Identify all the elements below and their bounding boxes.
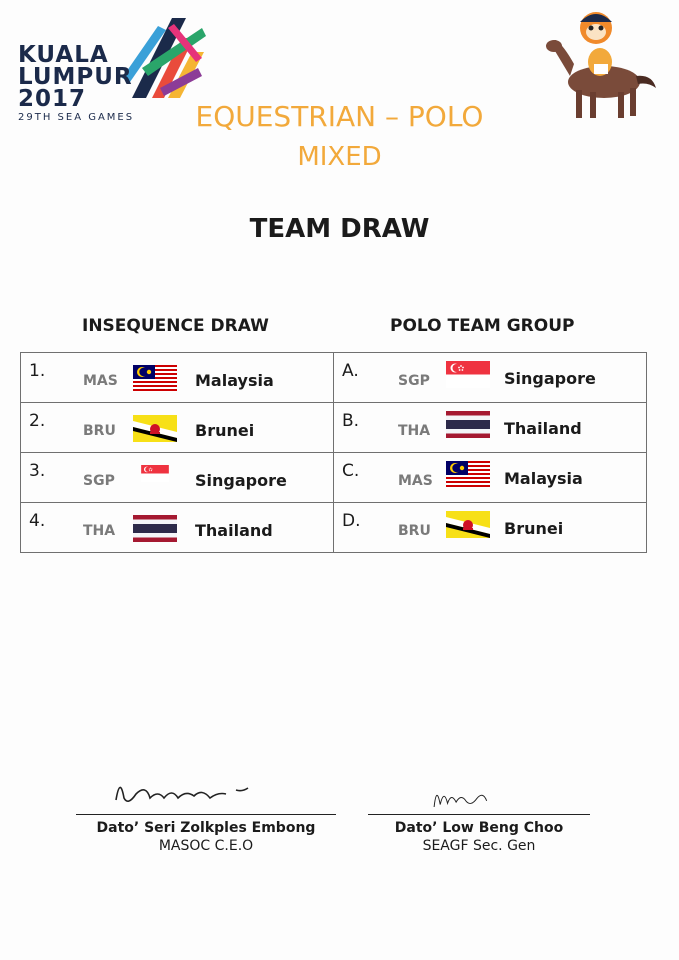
signature-scribble-icon [428,774,538,818]
logo-line-2: LUMPUR [18,64,133,90]
logo-subtitle: 29TH SEA GAMES [18,112,135,123]
column-heading-polo-team-group: POLO TEAM GROUP [390,316,575,336]
country-name: Singapore [504,369,596,388]
group-letter: A. [342,361,359,381]
country-name: Singapore [195,471,287,490]
malaysia-flag-icon [446,461,490,488]
country-name: Thailand [195,521,273,540]
event-title: EQUESTRIAN – POLO [195,100,484,133]
country-code: MAS [83,373,118,389]
group-cell [334,453,647,503]
sea-games-logo-mark-icon [112,18,208,108]
draw-cell [21,403,334,453]
signature-scribble-icon [106,770,286,814]
signature-line [368,814,590,815]
event-subtitle: MIXED [297,142,382,172]
group-letter: B. [342,411,360,431]
country-code: SGP [398,373,430,389]
country-name: Malaysia [195,371,274,390]
signatory-role: MASOC C.E.O [158,838,254,854]
country-code: MAS [398,473,433,489]
page-heading: TEAM DRAW [249,214,430,244]
draw-number: 1. [29,361,46,381]
country-code: SGP [83,473,115,489]
country-code: THA [398,423,431,439]
country-name: Malaysia [504,469,583,488]
draw-cell [21,453,334,503]
signatory-name: Dato’ Seri Zolkples Embong [96,820,316,836]
draw-table [20,352,647,553]
country-code: BRU [83,423,116,439]
table-row [21,353,647,403]
thailand-flag-icon [446,411,490,438]
thailand-flag-icon [133,515,177,542]
malaysia-flag-icon [133,365,177,392]
country-name: Thailand [504,419,582,438]
group-cell [334,353,647,403]
group-letter: C. [342,461,360,481]
singapore-flag-icon [133,465,177,482]
country-name: Brunei [504,519,564,538]
logo-line-1: KUALA [18,42,109,68]
draw-number: 3. [29,461,46,481]
singapore-flag-icon [446,361,490,388]
signatory-name: Dato’ Low Beng Choo [394,820,564,836]
draw-cell [21,353,334,403]
group-cell [334,503,647,553]
country-name: Brunei [195,421,255,440]
table-row [21,453,647,503]
draw-number: 4. [29,511,46,531]
country-code: BRU [398,523,431,539]
brunei-flag-icon [133,415,177,442]
group-cell [334,403,647,453]
logo-line-3: 2017 [18,86,87,112]
country-code: THA [83,523,116,539]
group-letter: D. [342,511,361,531]
signatory-role: SEAGF Sec. Gen [422,838,536,854]
draw-number: 2. [29,411,46,431]
table-row [21,503,647,553]
brunei-flag-icon [446,511,490,538]
column-heading-insequence-draw: INSEQUENCE DRAW [82,316,269,336]
signature-line [76,814,336,815]
draw-cell [21,503,334,553]
table-row [21,403,647,453]
